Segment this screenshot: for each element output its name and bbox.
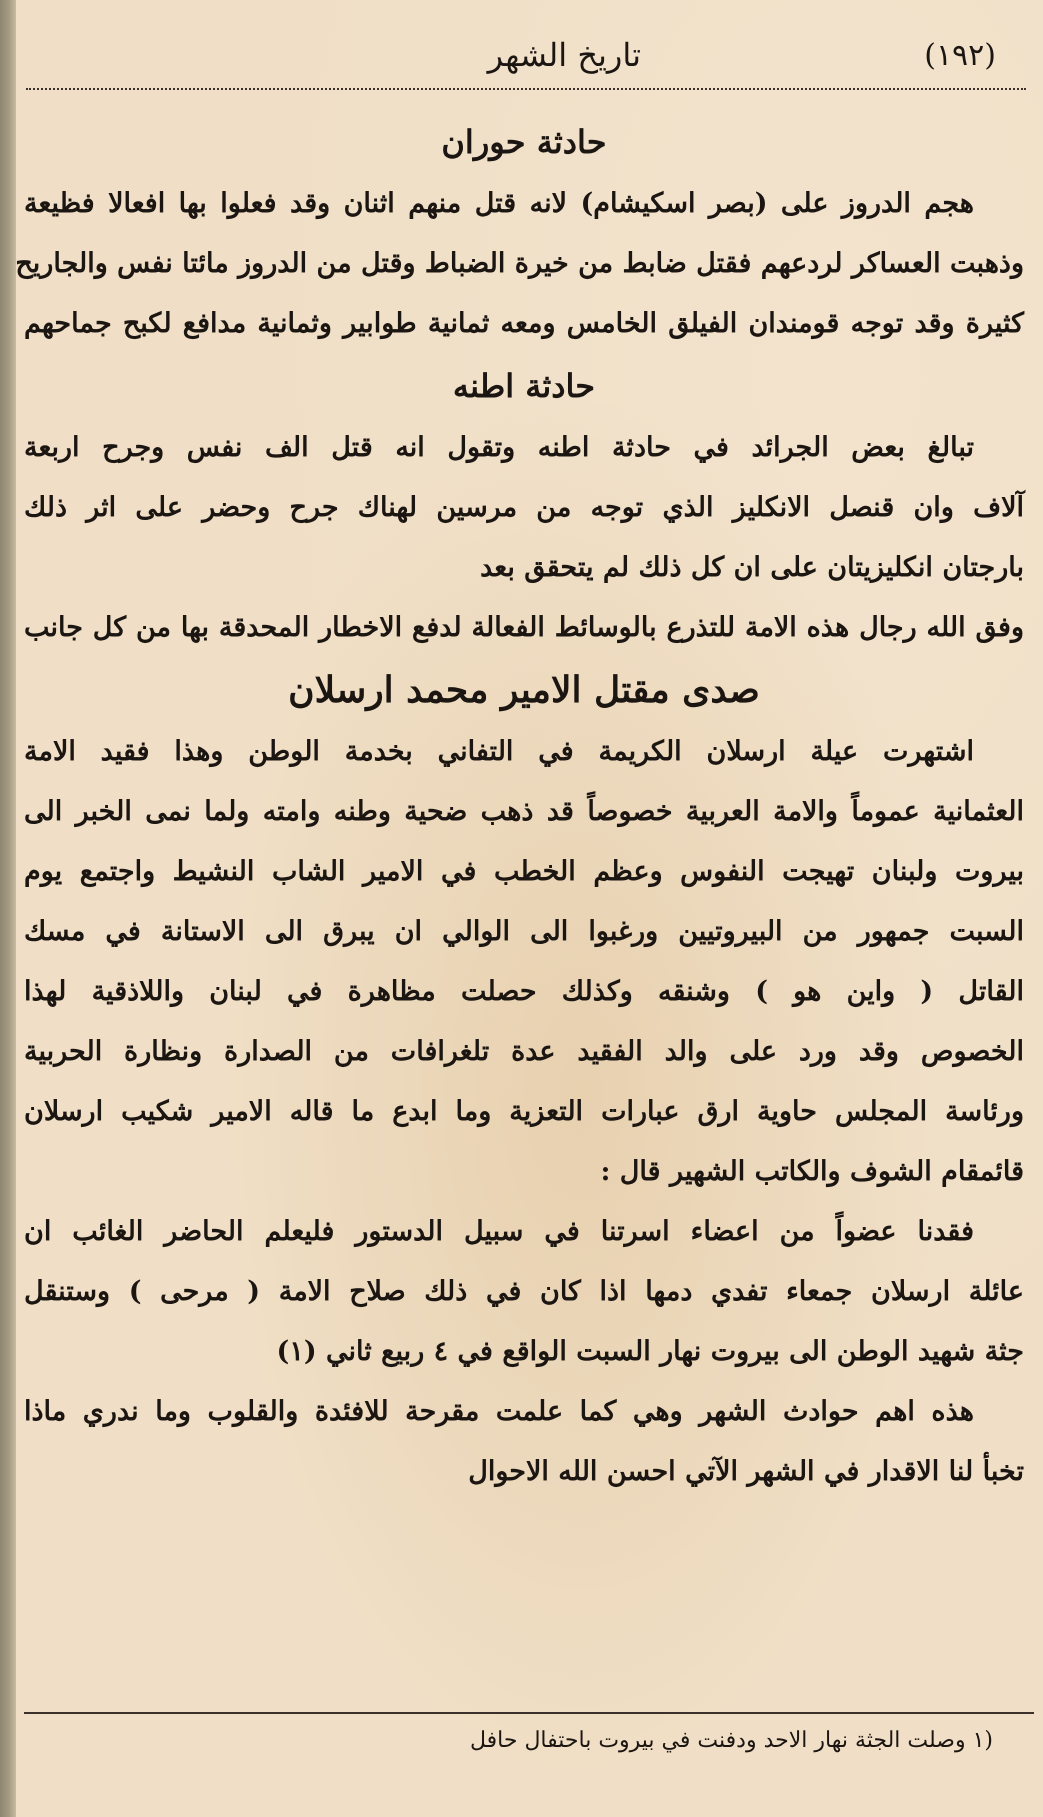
paragraph-line: اشتهرت عيلة ارسلان الكريمة في التفاني بخدمة الوطن وهذا فقيد الامة	[24, 736, 974, 767]
paragraph-line: كثيرة وقد توجه قومندان الفيلق الخامس ومعه ثمانية طوابير وثمانية مدافع لكبح جماحهم	[24, 308, 1024, 339]
book-gutter	[0, 0, 16, 1817]
quote-line: جثة شهيد الوطن الى بيروت نهار السبت الواقع في ٤ ربيع ثاني (١)	[276, 1336, 1024, 1367]
paragraph-line: وفق الله رجال هذه الامة للتذرع بالوسائط الفعالة لدفع الاخطار المحدقة بها من كل جانب	[24, 612, 1024, 643]
section-heading-hauran: حادثة حوران	[441, 123, 607, 161]
paragraph-line: بيروت ولبنان تهيجت النفوس وعظم الخطب في الامير الشاب النشيط واجتمع يوم	[24, 856, 1024, 887]
running-title: تاريخ الشهر	[487, 36, 641, 74]
paragraph-line: آلاف وان قنصل الانكليز الذي توجه من مرسين لهناك جرح وحضر على اثر ذلك	[24, 492, 1024, 523]
paragraph-line: هجم الدروز على (بصر اسكيشام) لانه قتل منهم اثنان وقد فعلوا بها افعالا فظيعة	[24, 188, 974, 219]
header-rule	[26, 88, 1026, 90]
paragraph-line: العثمانية عموماً والامة العربية خصوصاً قد ذهب ضحية وطنه وامته ولما نمى الخبر الى	[24, 796, 1024, 827]
paragraph-line: تبالغ بعض الجرائد في حادثة اطنه وتقول انه قتل الف نفس وجرح اربعة	[24, 432, 974, 463]
footnote: (١ وصلت الجثة نهار الاحد ودفنت في بيروت باحتفال حافل	[469, 1728, 993, 1753]
section-heading-adana: حادثة اطنه	[452, 367, 596, 405]
page-number: (١٩٢)	[924, 38, 996, 73]
quote-line: عائلة ارسلان جمعاء تفدي دمها اذا كان في ذلك صلاح الامة ( مرحى ) وستنقل	[24, 1276, 1024, 1307]
paragraph-line: بارجتان انكليزيتان على ان كل ذلك لم يتحقق بعد	[480, 552, 1024, 583]
page-body	[15, 110, 1024, 1502]
book-page	[16, 0, 1043, 1817]
quote-line: فقدنا عضواً من اعضاء اسرتنا في سبيل الدستور فليعلم الحاضر الغائب ان	[24, 1216, 974, 1247]
paragraph-line: الخصوص وقد ورد على والد الفقيد عدة تلغرافات من الصدارة ونظارة الحربية	[24, 1036, 1024, 1067]
page-header	[26, 28, 1036, 92]
paragraph-line: السبت جمهور من البيروتيين ورغبوا الى الوالي ان يبرق الى الاستانة في مسك	[24, 916, 1024, 947]
section-heading-arslan: صدى مقتل الامير محمد ارسلان	[288, 669, 760, 711]
footnote-rule	[24, 1712, 1034, 1714]
paragraph-line: قائمقام الشوف والكاتب الشهير قال :	[600, 1156, 1024, 1187]
closing-line: هذه اهم حوادث الشهر وهي كما علمت مقرحة للافئدة والقلوب وما ندري ماذا	[24, 1396, 974, 1427]
paragraph-line: وذهبت العساكر لردعهم فقتل ضابط من خيرة الضباط وقتل من الدروز مائتا نفس والجاريح	[15, 248, 1024, 279]
closing-line: تخبأ لنا الاقدار في الشهر الآتي احسن الله الاحوال	[468, 1456, 1024, 1487]
paragraph-line: ورئاسة المجلس حاوية ارق عبارات التعزية وما ابدع ما قاله الامير شكيب ارسلان	[24, 1096, 1024, 1127]
paragraph-line: القاتل ( واين هو ) وشنقه وكذلك حصلت مظاهرة في لبنان واللاذقية لهذا	[24, 976, 1024, 1007]
